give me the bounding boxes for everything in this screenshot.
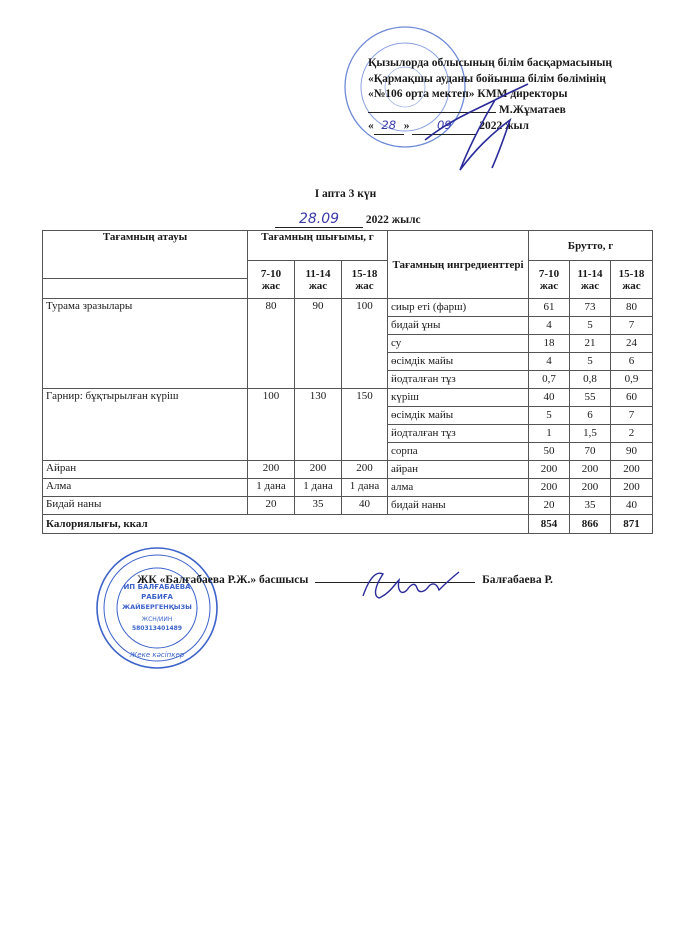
signature-name: Балғабаева Р.: [482, 574, 553, 586]
approval-line-3: «№106 орта мектеп» КММ директоры: [368, 88, 568, 100]
calories-value: 871: [611, 515, 653, 534]
dish-output: 35: [295, 497, 342, 515]
ingredient-name: йодталған тұз: [388, 425, 529, 443]
brutto-value: 200: [570, 479, 611, 497]
ingredient-name: өсімдік майы: [388, 353, 529, 371]
brutto-value: 1: [529, 425, 570, 443]
table-row: [43, 479, 653, 497]
dish-output: 100: [342, 299, 388, 389]
dish-output: 100: [248, 389, 295, 461]
brutto-value: 20: [529, 497, 570, 515]
brutto-value: 4: [529, 317, 570, 335]
header-empty-cell: [43, 279, 248, 299]
brutto-value: 200: [570, 461, 611, 479]
ingredient-name: су: [388, 335, 529, 353]
dish-output: 200: [295, 461, 342, 479]
brutto-value: 200: [529, 461, 570, 479]
dish-output: 200: [248, 461, 295, 479]
dish-output: 1 дана: [342, 479, 388, 497]
entrepreneur-signature: [355, 566, 465, 606]
brutto-value: 90: [611, 443, 653, 461]
calories-value: 854: [529, 515, 570, 534]
director-name: М.Жұматаев: [498, 103, 566, 116]
signature-block: [137, 574, 553, 586]
header-brutto: Брутто, г: [529, 231, 653, 261]
brutto-value: 2: [611, 425, 653, 443]
ingredient-name: йодталған тұз: [388, 371, 529, 389]
brutto-value: 80: [611, 299, 653, 317]
dish-output: 90: [295, 299, 342, 389]
stamp-iin-label: ЖСН/ИИН: [141, 616, 173, 623]
menu-title: I апта 3 күн: [314, 188, 377, 200]
header-output-age-15-18: 15-18 жас: [342, 261, 388, 299]
ingredient-name: сорпа: [388, 443, 529, 461]
stamp-iin: 580313401489: [131, 625, 183, 632]
table-row: [43, 389, 653, 407]
table-row: [43, 497, 653, 515]
dish-name: Алма: [43, 479, 248, 497]
menu-date: [275, 211, 421, 228]
calories-row: [43, 515, 653, 534]
ingredient-name: алма: [388, 479, 529, 497]
ingredient-name: өсімдік майы: [388, 407, 529, 425]
menu-table: [42, 230, 653, 534]
brutto-value: 0,8: [570, 371, 611, 389]
brutto-value: 73: [570, 299, 611, 317]
dish-output: 20: [248, 497, 295, 515]
brutto-value: 55: [570, 389, 611, 407]
brutto-value: 35: [570, 497, 611, 515]
brutto-value: 24: [611, 335, 653, 353]
dish-output: 130: [295, 389, 342, 461]
header-brutto-age-7-10: 7-10 жас: [529, 261, 570, 299]
table-row: [43, 461, 653, 479]
menu-date-suffix: 2022 жылс: [365, 214, 421, 226]
dish-name: Гарнир: бұқтырылған күріш: [43, 389, 248, 461]
stamp-name-3: ЖАЙБЕРГЕНҚЫЗЫ: [122, 603, 192, 611]
brutto-value: 40: [529, 389, 570, 407]
date-open-quote: «: [368, 120, 374, 132]
brutto-value: 200: [611, 479, 653, 497]
brutto-value: 0,7: [529, 371, 570, 389]
calories-label: Калориялығы, ккал: [43, 515, 529, 534]
brutto-value: 6: [611, 353, 653, 371]
approval-line-1: Қызылорда облысының білім басқармасының: [368, 57, 612, 69]
menu-date-handwritten: 28.09: [275, 211, 363, 228]
header-output-age-7-10: 7-10 жас: [248, 261, 295, 299]
brutto-value: 50: [529, 443, 570, 461]
approval-line-2: «Қармақшы ауданы бойынша білім бөлімінің: [368, 72, 606, 85]
dish-output: 150: [342, 389, 388, 461]
header-output: Тағамның шығымы, г: [248, 231, 388, 261]
brutto-value: 61: [529, 299, 570, 317]
header-output-age-11-14: 11-14 жас: [295, 261, 342, 299]
ingredient-name: айран: [388, 461, 529, 479]
stamp-name-1: ИП БАЛҒАБАЕВА: [123, 583, 191, 591]
date-close-quote: »: [403, 120, 410, 132]
brutto-value: 70: [570, 443, 611, 461]
ingredient-name: сиыр еті (фарш): [388, 299, 529, 317]
approval-year: 2022 жыл: [479, 120, 529, 132]
table-row: [43, 299, 653, 317]
brutto-value: 5: [570, 317, 611, 335]
dish-name: Турама зразылары: [43, 299, 248, 389]
brutto-value: 0,9: [611, 371, 653, 389]
brutto-value: 60: [611, 389, 653, 407]
brutto-value: 200: [529, 479, 570, 497]
header-ingredients: Тағамның ингредиенттері: [388, 231, 529, 299]
brutto-value: 1,5: [570, 425, 611, 443]
entrepreneur-stamp: [94, 545, 220, 671]
header-brutto-age-15-18: 15-18 жас: [611, 261, 653, 299]
signature-label: ЖК «Балғабаева Р.Ж.» басшысы: [137, 574, 309, 586]
brutto-value: 18: [529, 335, 570, 353]
dish-output: 1 дана: [295, 479, 342, 497]
brutto-value: 7: [611, 407, 653, 425]
ingredient-name: күріш: [388, 389, 529, 407]
dish-output: 80: [248, 299, 295, 389]
ingredient-name: бидай наны: [388, 497, 529, 515]
brutto-value: 5: [570, 353, 611, 371]
header-brutto-age-11-14: 11-14 жас: [570, 261, 611, 299]
dish-name: Бидай наны: [43, 497, 248, 515]
stamp-name-2: РАБИҒА: [141, 593, 173, 601]
dish-output: 200: [342, 461, 388, 479]
brutto-value: 4: [529, 353, 570, 371]
director-signature: [420, 80, 540, 175]
date-month: 09: [412, 118, 476, 135]
brutto-value: 40: [611, 497, 653, 515]
brutto-value: 5: [529, 407, 570, 425]
brutto-value: 200: [611, 461, 653, 479]
dish-output: 40: [342, 497, 388, 515]
dish-name: Айран: [43, 461, 248, 479]
header-dish-name: Тағамның атауы: [43, 231, 248, 279]
date-day: 28: [374, 118, 404, 135]
ingredient-name: бидай ұны: [388, 317, 529, 335]
brutto-value: 6: [570, 407, 611, 425]
brutto-value: 7: [611, 317, 653, 335]
dish-output: 1 дана: [248, 479, 295, 497]
stamp-bottom-text: Жеке кәсіпкер: [129, 651, 185, 659]
calories-value: 866: [570, 515, 611, 534]
brutto-value: 21: [570, 335, 611, 353]
